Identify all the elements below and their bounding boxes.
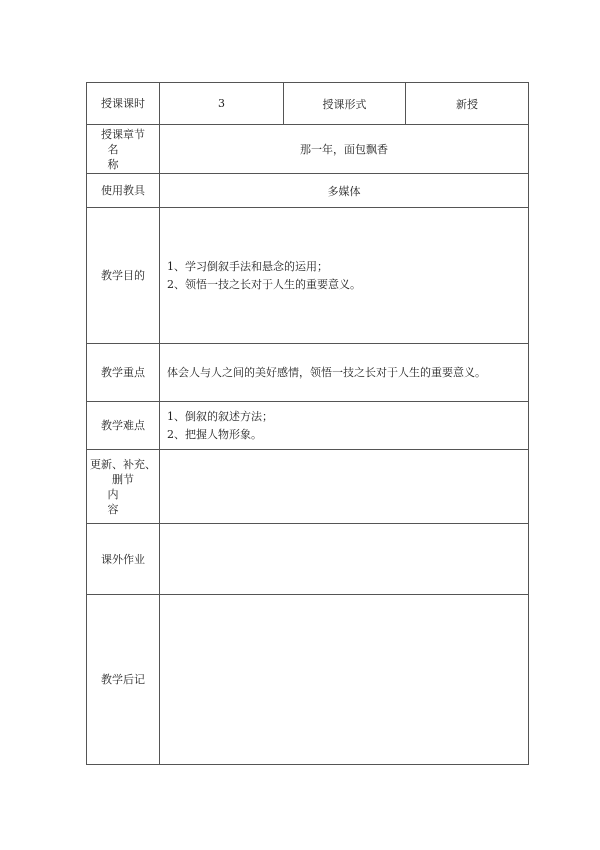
hours-label: 授课课时 [87,83,160,125]
focus-label: 教学重点 [87,344,160,402]
reflection-value [160,595,529,765]
form-value: 新授 [406,83,529,125]
chapter-value: 那一年，面包飘香 [160,125,529,174]
focus-value: 体会人与人之间的美好感情，领悟一技之长对于人生的重要意义。 [160,344,529,402]
difficulty-value [160,402,529,450]
updates-label-line3: 内 容 [107,487,139,516]
homework-value [160,524,529,595]
difficulty-item-2: 2、把握人物形象。 [167,427,262,441]
reflection-label: 教学后记 [87,595,160,765]
form-label: 授课形式 [284,83,406,125]
updates-label-line2: 删节 [112,472,134,486]
homework-label: 课外作业 [87,524,160,595]
row-updates [87,450,529,524]
tools-label: 使用教具 [87,174,160,208]
chapter-label-line1: 授课章节 [101,127,145,141]
hours-value: 3 [160,83,284,125]
chapter-label [87,125,160,174]
row-goals [87,208,529,344]
updates-value [160,450,529,524]
goals-value [160,208,529,344]
row-tools [87,174,529,208]
row-difficulty [87,402,529,450]
updates-label [87,450,160,524]
row-reflection [87,595,529,765]
chapter-label-line2: 名 称 [107,142,139,171]
row-focus [87,344,529,402]
lesson-plan-table [86,82,529,765]
updates-label-line1: 更新、补充、 [90,457,156,471]
goals-item-2: 2、领悟一技之长对于人生的重要意义。 [167,277,361,291]
row-homework [87,524,529,595]
goals-item-1: 1、学习倒叙手法和悬念的运用； [167,259,328,273]
row-hours [87,83,529,125]
tools-value: 多媒体 [160,174,529,208]
difficulty-label: 教学难点 [87,402,160,450]
difficulty-item-1: 1、倒叙的叙述方法； [167,409,273,423]
row-chapter [87,125,529,174]
goals-label: 教学目的 [87,208,160,344]
